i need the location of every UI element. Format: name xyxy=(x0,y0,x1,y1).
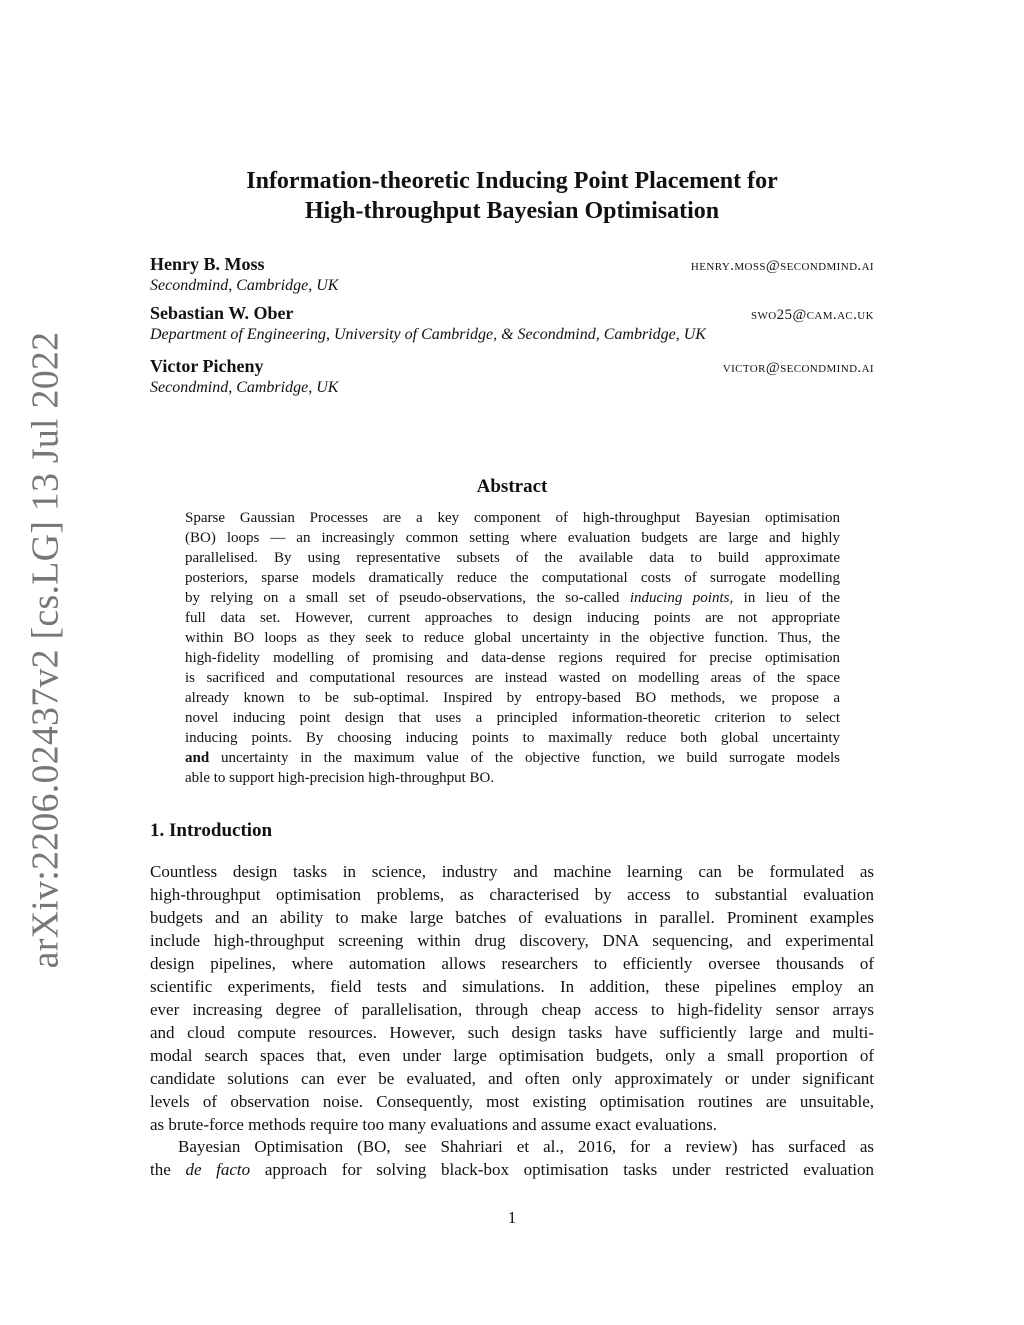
author-affiliation: Secondmind, Cambridge, UK xyxy=(150,379,339,396)
author-email[interactable]: victor@secondmind.ai xyxy=(722,360,874,376)
body-line: design pipelines, where automation allows researchers to efficiently oversee thousands of xyxy=(150,954,874,973)
section-title: Introduction xyxy=(169,820,273,841)
body-emphasis: de facto xyxy=(185,1160,251,1179)
abstract-line: inducing points. By choosing inducing points to maximally reduce both global uncertainty xyxy=(185,730,840,746)
body-text: approach for solving black-box optimisation tasks under restricted evaluation xyxy=(264,1160,875,1179)
author-name: Henry B. Moss xyxy=(150,254,265,274)
author-email[interactable]: swo25@cam.ac.uk xyxy=(751,307,874,323)
intro-paragraph-1 xyxy=(150,860,874,1136)
abstract-line: (BO) loops — an increasingly common setting where evaluation budgets are large and highly xyxy=(185,530,840,546)
page-number: 1 xyxy=(507,1208,517,1227)
abstract-line: full data set. However, current approaches to design inducing points are not appropriate xyxy=(185,610,840,626)
abstract-text: uncertainty in the maximum value of the objective function, we build surrogate models xyxy=(220,750,841,766)
body-line: scientific experiments, field tests and simulations. In addition, these pipelines employ an xyxy=(150,977,874,996)
abstract-line xyxy=(185,588,840,608)
body-line: Bayesian Optimisation (BO, see Shahriari et al., 2016, for a review) has surfaced as xyxy=(178,1137,874,1156)
abstract-emphasis: inducing points xyxy=(629,590,730,606)
title-line-1: Information-theoretic Inducing Point Placement for xyxy=(246,168,778,194)
body-line: ever increasing degree of parallelisation, through cheap access to high-fidelity sensor arrays xyxy=(150,1000,874,1019)
abstract-line: already known to be sub-optimal. Inspired by entropy-based BO methods, we propose a xyxy=(185,690,840,706)
abstract-line: posteriors, sparse models dramatically reduce the computational costs of surrogate modelling xyxy=(185,570,840,586)
body-line: and cloud compute resources. However, such design tasks have sufficiently large and multi- xyxy=(150,1023,874,1042)
body-line: Countless design tasks in science, industry and machine learning can be formulated as xyxy=(150,862,874,881)
body-line: budgets and an ability to make large batches of evaluations in parallel. Prominent examples xyxy=(150,908,874,927)
abstract-line: parallelised. By using representative subsets of the available data to build approximate xyxy=(185,550,840,566)
section-heading xyxy=(150,820,272,842)
body-line: modal search spaces that, even under large optimisation budgets, only a small proportion of xyxy=(150,1046,874,1065)
body-text: the xyxy=(150,1160,171,1179)
abstract-text: , in lieu of the xyxy=(729,590,841,606)
abstract-line: Sparse Gaussian Processes are a key component of high-throughput Bayesian optimisation xyxy=(185,510,840,526)
author-affiliation: Department of Engineering, University of Cambridge, & Secondmind, Cambridge, UK xyxy=(150,326,706,343)
abstract-bold: and xyxy=(185,750,210,766)
author-name: Sebastian W. Ober xyxy=(150,303,294,323)
section-number: 1. xyxy=(150,820,165,841)
abstract-line: novel inducing point design that uses a principled information-theoretic criterion to select xyxy=(185,710,840,726)
abstract-line: within BO loops as they seek to reduce global uncertainty in the objective function. Thus, the xyxy=(185,630,840,646)
abstract-heading: Abstract xyxy=(476,476,548,497)
author-block xyxy=(150,303,874,344)
abstract-line: able to support high-precision high-throughput BO. xyxy=(185,770,495,786)
abstract-line: high-fidelity modelling of promising and data-dense regions required for precise optimisation xyxy=(185,650,840,666)
author-block xyxy=(150,356,874,397)
author-email[interactable]: henry.moss@secondmind.ai xyxy=(690,258,874,274)
abstract-body xyxy=(185,508,840,788)
body-line: levels of observation noise. Consequently, most existing optimisation routines are unsuitable, xyxy=(150,1092,874,1111)
title-line-2: High-throughput Bayesian Optimisation xyxy=(304,198,720,224)
abstract-text: by relying on a small set of pseudo-observations, the so-called xyxy=(185,590,620,606)
abstract-line: is sacrificed and computational resources are instead wasted on modelling areas of the space xyxy=(185,670,840,686)
arxiv-id: arXiv:2206.02437v2 [cs.LG] 13 Jul 2022 xyxy=(24,331,66,969)
paper-title xyxy=(150,166,874,226)
intro-paragraph-2 xyxy=(150,1135,874,1181)
author-affiliation: Secondmind, Cambridge, UK xyxy=(150,277,339,294)
author-block xyxy=(150,254,874,295)
author-name: Victor Picheny xyxy=(150,356,264,376)
body-line: include high-throughput screening within drug discovery, DNA sequencing, and experimental xyxy=(150,931,874,950)
abstract-line xyxy=(185,748,840,768)
body-line xyxy=(150,1158,874,1181)
body-line: high-throughput optimisation problems, as characterised by access to substantial evaluation xyxy=(150,885,874,904)
body-line: candidate solutions can ever be evaluated, and often only approximately or under significant xyxy=(150,1069,874,1088)
arxiv-stamp xyxy=(24,331,66,969)
body-line: as brute-force methods require too many evaluations and assume exact evaluations. xyxy=(150,1115,717,1134)
